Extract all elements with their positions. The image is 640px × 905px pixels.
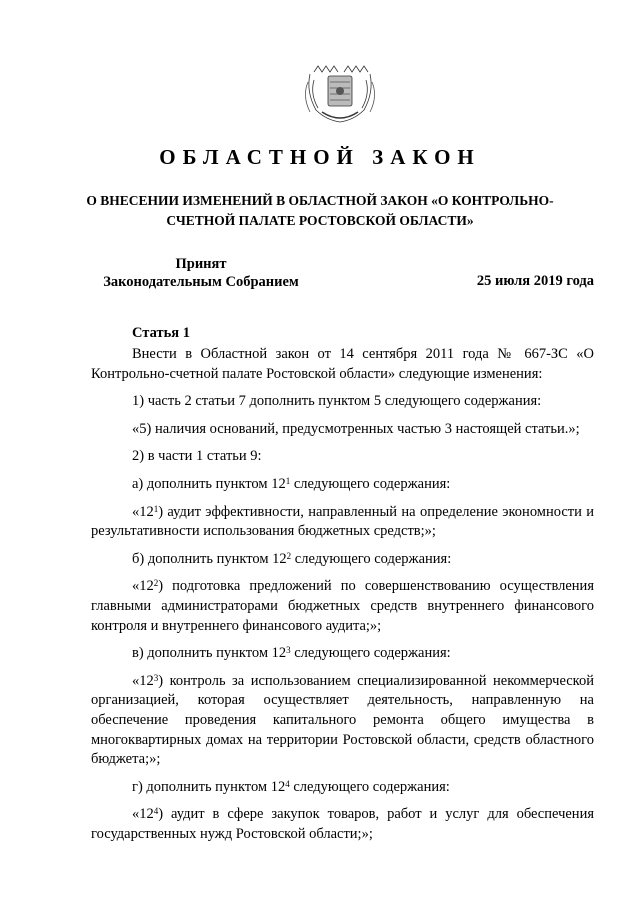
item-1-text: «5) наличия оснований, предусмотренных частью 3 настоящей статьи.»;	[132, 420, 580, 437]
subitem-d: г) дополнить пунктом $12^4$ следующего содержания:	[132, 778, 450, 795]
subitem-b-text: «$12^2$) подготовка предложений по совершенствованию осуществления главными администраторами бюджетных средств внутреннего финансового контроля и внутреннего финансового аудита;»;	[91, 578, 594, 634]
subitem-c: в) дополнить пунктом $12^3$ следующего содержания:	[132, 645, 451, 662]
subitem-a: а) дополнить пунктом $12^1$ следующего содержания:	[132, 475, 451, 492]
subitem-a-text: «$12^1$) аудит эффективности, направленный на определение экономности и результативности использования бюджетных средств;»;	[91, 503, 594, 540]
subitem-b: б) дополнить пунктом $12^2$ следующего содержания:	[132, 550, 452, 567]
adoption-line-2: Законодательным Собранием	[103, 274, 299, 290]
subitem-c-text: «$12^3$) контроль за использованием специализированной некоммерческой организацией, которая осуществляет деятельность, направленную на обеспечение проведения капитального ремонта общего имущества в многоквартирных домах на территории Ростовской области, средств областного бюджета;»;	[91, 672, 594, 768]
coat-of-arms-icon	[300, 62, 382, 124]
document-title: ОБЛАСТНОЙ ЗАКОН	[159, 145, 481, 169]
law-subtitle: О ВНЕСЕНИИ ИЗМЕНЕНИЙ В ОБЛАСТНОЙ ЗАКОН «О КОНТРОЛЬНО-СЧЕТНОЙ ПАЛАТЕ РОСТОВСКОЙ ОБЛАСТИ»	[86, 193, 554, 228]
article-intro: Внести в Областной закон от 14 сентября 2011 года № 667-ЗС «О Контрольно-счетной палате Ростовской области» следующие изменения:	[91, 346, 594, 382]
article-body	[91, 345, 594, 852]
item-2: 2) в части 1 статьи 9:	[132, 448, 262, 465]
adoption-line-1: Принят	[175, 256, 227, 272]
item-1: 1) часть 2 статьи 7 дополнить пунктом 5 следующего содержания:	[132, 393, 542, 410]
adoption-block	[91, 255, 311, 291]
article-heading: Статья 1	[132, 325, 190, 341]
adoption-date: 25 июля 2019 года	[476, 273, 594, 289]
subitem-d-text: «$12^4$) аудит в сфере закупок товаров, работ и услуг для обеспечения государственных нужд Ростовской области;»;	[91, 806, 594, 842]
